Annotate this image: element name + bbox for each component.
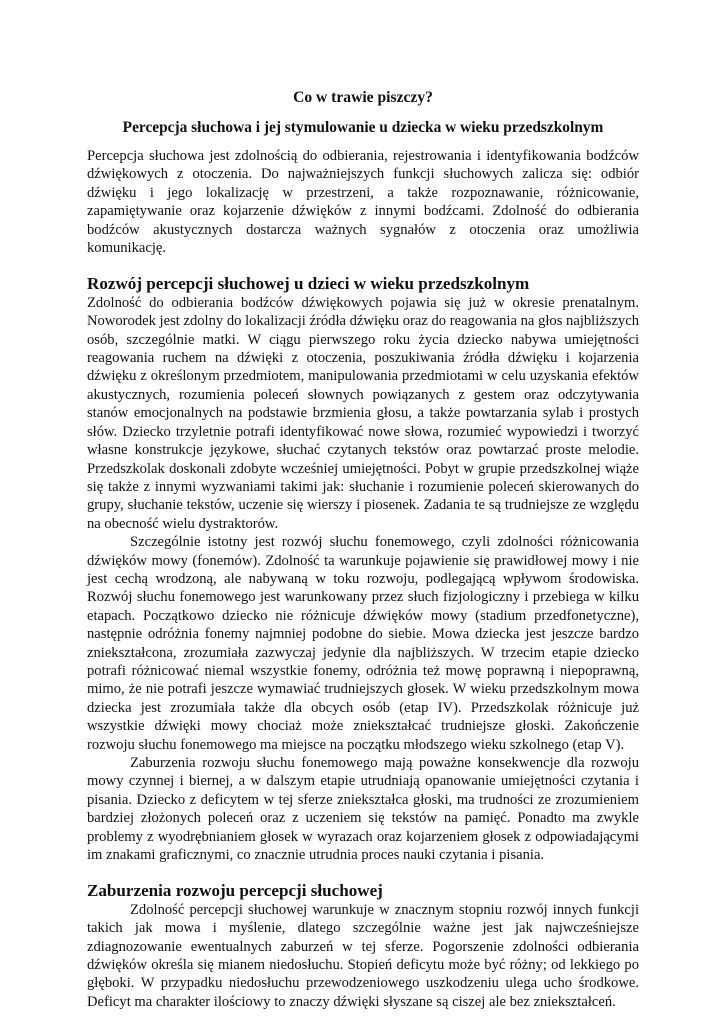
- section-gap: [87, 864, 639, 882]
- document-page: [87, 88, 639, 1011]
- document-subtitle: Percepcja słuchowa i jej stymulowanie u dziecka w wieku przedszkolnym: [122, 119, 604, 136]
- section-heading-development: Rozwój percepcji słuchowej u dzieci w wieku przedszkolnym: [87, 274, 530, 294]
- section-gap: [87, 257, 639, 275]
- section-disorders-paragraph-1: Zdolność percepcji słuchowej warunkuje w znacznym stopniu rozwój innych funkcji takich jak mowa i myślenie, dlatego szczególnie ważne jest jak najwcześniejsze zdiagnozowanie ewentualnych zaburzeń w tej sferze. Pogorszenie zdolności odbierania dźwięków określa się mianem niedosłuchu. Stopień deficytu może być różny; od lekkiego po głęboki. W przypadku niedosłuchu przewodzeniowego uszkodzeniu ulega ucho środkowe. Deficyt ma charakter ilościowy to znaczy dźwięki słyszane są ciszej ale bez zniekształceń.: [87, 901, 639, 1010]
- document-title: Co w trawie piszczy?: [293, 89, 433, 106]
- section-development-paragraph-3: Zaburzenia rozwoju słuchu fonemowego mają poważne konsekwencje dla rozwoju mowy czynnej i biernej, a w dalszym etapie utrudniają opanowanie umiejętności czytania i pisania. Dziecko z deficytem w tej sferze zniekształca głoski, ma trudności ze zrozumieniem bardziej złożonych poleceń oraz z uczeniem się tekstów na pamięć. Ponadto ma zwykle problemy z wyodrębnianiem głosek w wyrazach oraz kojarzeniem głosek z odpowiadającymi im znakami graficznymi, co znacznie utrudnia proces nauki czytania i pisania.: [87, 755, 639, 864]
- section-development-paragraph-1: Zdolność do odbierania bodźców dźwiękowych pojawia się już w okresie prenatalnym. Noworodek jest zdolny do lokalizacji źródła dźwięku oraz do reagowania na głos najbliższych osób, szczególnie matki. W ciągu pierwszego roku życia dziecko nabywa umiejętności reagowania ruchem na dźwięki z otoczenia, poszukiwania źródła dźwięku i kojarzenia dźwięku z określonym przedmiotem, manipulowania przedmiotami w celu uzyskania efektów akustycznych, rozumienia poleceń słownych powiązanych z gestem oraz odczytywania stanów emocjonalnych na podstawie brzmienia głosu, a także powtarzania sylab i prostych słów. Dziecko trzyletnie potrafi identyfikować nowe słowa, rozumieć wypowiedzi i tworzyć własne konstrukcje językowe, słuchać czytanych tekstów oraz powtarzać proste melodie. Przedszkolak doskonali zdobyte wcześniej umiejętności. Pobyt w grupie przedszkolnej wiąże się także z innymi wyzwaniami takimi jak: słuchanie i rozumienie poleceń skierowanych do grupy, słuchanie tekstów, uczenie się wierszy i piosenek. Zadania te są trudniejsze ze względu na obecność wielu dystraktorów.: [87, 294, 639, 532]
- intro-paragraph: Percepcja słuchowa jest zdolnością do odbierania, rejestrowania i identyfikowania bodźców dźwiękowych z otoczenia. Do najważniejszych funkcji słuchowych zalicza się: odbiór dźwięku i jego lokalizację w przestrzeni, a także rozpoznawanie, różnicowanie, zapamiętywanie oraz kojarzenie dźwięków z innymi bodźcami. Zdolność do odbierania bodźców akustycznych dostarcza ważnych sygnałów z otoczenia oraz umożliwia komunikację.: [87, 148, 639, 257]
- section-development-paragraph-2: Szczególnie istotny jest rozwój słuchu fonemowego, czyli zdolności różnicowania dźwięków mowy (fonemów). Zdolność ta warunkuje pojawienie się prawidłowej mowy i nie jest cechą wrodzoną, ale nabywaną w toku rozwoju, podlegającą wpływom środowiska. Rozwój słuchu fonemowego jest warunkowany przez słuch fizjologiczny i przebiega w kilku etapach. Początkowo dziecko nie różnicuje dźwięków mowy (stadium przedfonetyczne), następnie odróżnia fonemy najmniej podobne do siebie. Mowa dziecka jest jeszcze bardzo zniekształcona, zrozumiała zazwyczaj jedynie dla najbliższych. W trzecim etapie dziecko potrafi różnicować niemal wszystkie fonemy, odróżnia też mowę poprawną i niepoprawną, mimo, że nie potrafi jeszcze wymawiać trudniejszych głosek. W wieku przedszkolnym mowa dziecka jest zrozumiała także dla obcych osób (etap IV). Przedszkolak różnicuje już wszystkie dźwięki mowy chociaż może zniekształcać trudniejsze głoski. Zakończenie rozwoju słuchu fonemowego ma miejsce na początku młodszego wieku szkolnego (etap V).: [87, 534, 639, 753]
- section-heading-disorders: Zaburzenia rozwoju percepcji słuchowej: [87, 881, 383, 901]
